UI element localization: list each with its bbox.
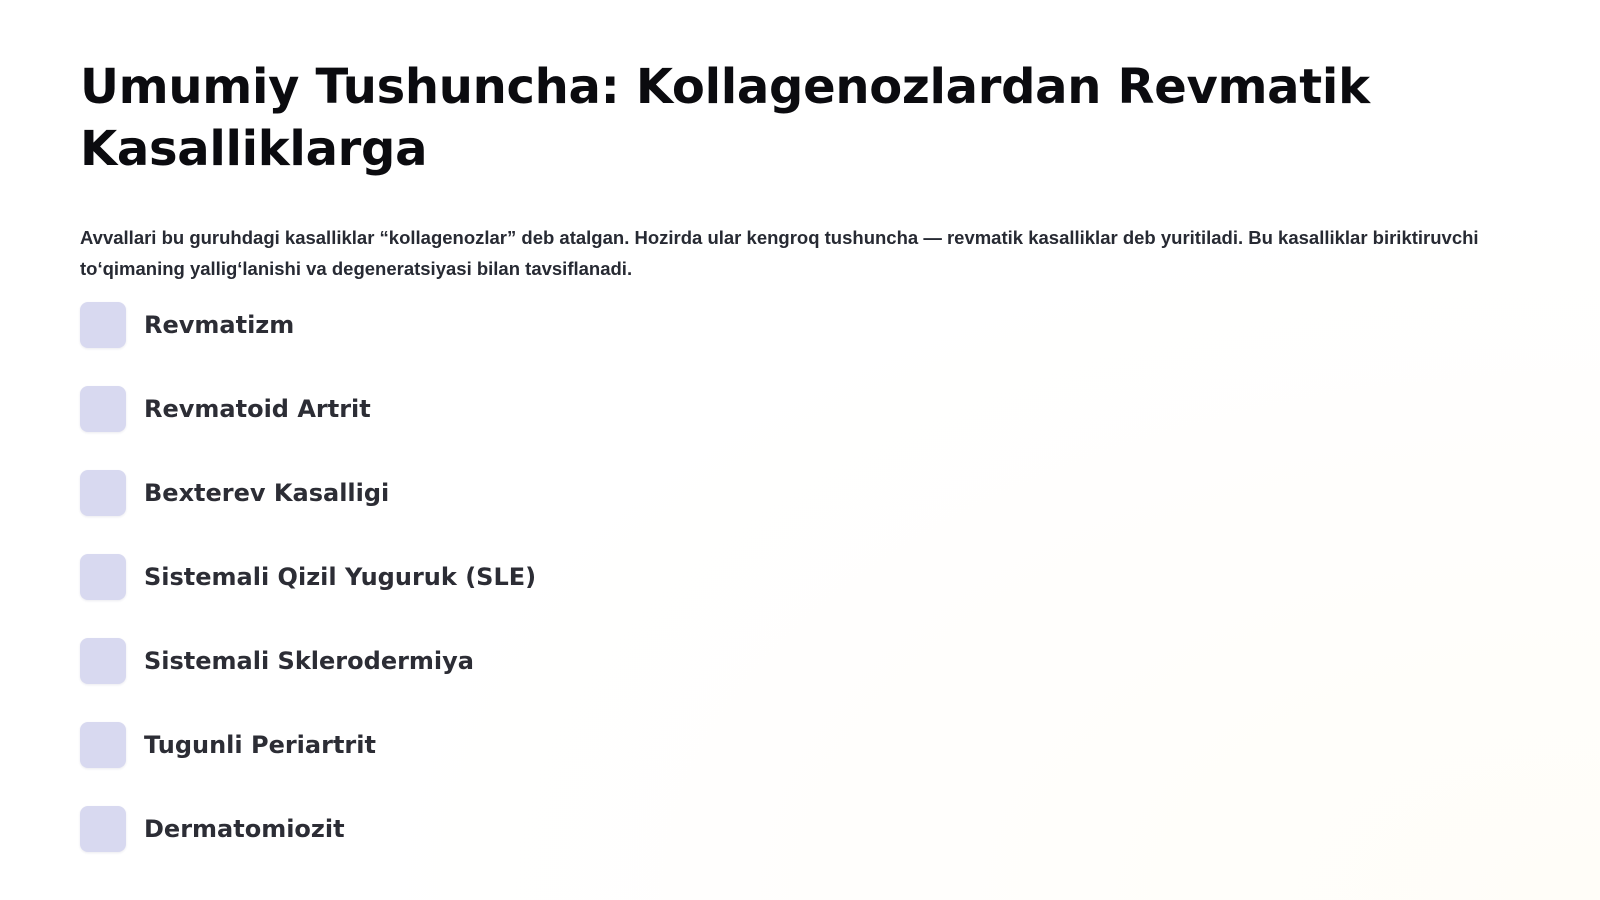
bullet-square-icon — [80, 554, 126, 600]
slide-title: Umumiy Tushuncha: Kollagenozlardan Revmatik Kasalliklarga — [80, 59, 1370, 177]
list-item-label: Tugunli Periartrit — [144, 731, 376, 759]
bullet-square-icon — [80, 386, 126, 432]
disease-list — [80, 302, 880, 890]
list-item — [80, 470, 880, 516]
list-item-label: Dermatomiozit — [144, 815, 345, 843]
list-item-label: Bexterev Kasalligi — [144, 479, 390, 507]
list-item — [80, 806, 880, 852]
list-item-label: Revmatoid Artrit — [144, 395, 371, 423]
bullet-square-icon — [80, 722, 126, 768]
intro-paragraph: Avvallari bu guruhdagi kasalliklar “kollagenozlar” deb atalgan. Hozirda ular kengroq tushuncha — revmatik kasalliklar deb yuritiladi. Bu kasalliklar biriktiruvchi to‘qimaning yallig‘lanishi va degeneratsiyasi bilan tavsiflanadi. — [80, 227, 1479, 279]
bullet-square-icon — [80, 302, 126, 348]
list-item — [80, 302, 880, 348]
bullet-square-icon — [80, 806, 126, 852]
list-item — [80, 386, 880, 432]
bullet-square-icon — [80, 470, 126, 516]
bullet-square-icon — [80, 638, 126, 684]
list-item — [80, 554, 880, 600]
list-item — [80, 638, 880, 684]
list-item — [80, 722, 880, 768]
list-item-label: Sistemali Qizil Yuguruk (SLE) — [144, 563, 537, 591]
list-item-label: Sistemali Sklerodermiya — [144, 647, 474, 675]
list-item-label: Revmatizm — [144, 311, 295, 339]
